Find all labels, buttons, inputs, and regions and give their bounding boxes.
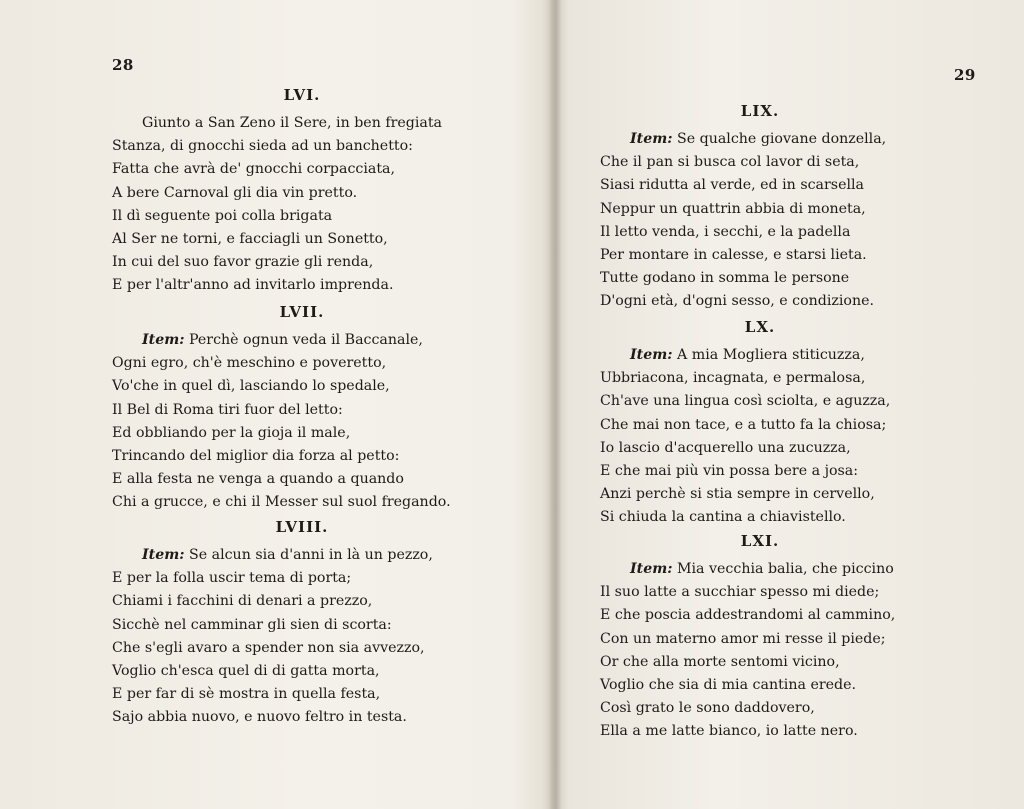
verse-text: Se qualche giovane donzella,: [676, 131, 887, 147]
verse-line-first: [600, 558, 920, 581]
verse-line-first: [600, 128, 920, 151]
verse-line: Per montare in calesse, e starsi lieta.: [600, 247, 867, 264]
verse-line: Sajo abbia nuovo, e nuovo feltro in testa.: [112, 709, 407, 726]
verse-line: Stanza, di gnocchi sieda ad un banchetto:: [112, 138, 413, 155]
verse-line: E per l'altr'anno ad invitarlo imprenda.: [112, 277, 394, 294]
stanza-lvii: [112, 301, 492, 515]
stanza-lvi: [112, 84, 492, 298]
verse-line: Il Bel di Roma tiri fuor del letto:: [112, 401, 343, 418]
verse-line: Così grato le sono daddovero,: [600, 700, 815, 717]
stanza-lxi: [600, 530, 920, 744]
verse-line: Il dì seguente poi colla brigata: [112, 207, 333, 224]
verse-line: E per la folla uscir tema di porta;: [112, 570, 352, 587]
item-label: Item:: [142, 547, 185, 563]
verse-line: Ogni egro, ch'è meschino e poveretto,: [112, 355, 387, 372]
verse-line: E che poscia addestrandomi al cammino,: [600, 607, 896, 624]
page-number: 29: [954, 66, 976, 84]
verse-line: Tutte godano in somma le persone: [600, 270, 850, 287]
verse-line: Giunto a San Zeno il Sere, in ben fregiata: [142, 115, 443, 131]
verse-line: E che mai più vin possa bere a josa:: [600, 463, 859, 480]
stanza-heading: LXI.: [740, 532, 780, 550]
verse-line: Vo'che in quel dì, lasciando lo spedale,: [112, 378, 390, 395]
verse-line: Neppur un quattrin abbia di moneta,: [600, 200, 866, 217]
verse-line: Che il pan si busca col lavor di seta,: [600, 154, 860, 171]
verse-line: Anzi perchè si stia sempre in cervello,: [600, 486, 875, 503]
verse-line: Ubbriacona, incagnata, e permalosa,: [600, 370, 866, 387]
item-label: Item:: [630, 347, 673, 363]
verse-line: Con un materno amor mi resse il piede;: [600, 630, 886, 647]
stanza-lviii: [112, 516, 492, 730]
verse-line: E per far di sè mostra in quella festa,: [112, 686, 381, 703]
verse-line: In cui del suo favor grazie gli renda,: [112, 254, 374, 271]
book-gutter: [548, 0, 562, 809]
verse-text: Se alcun sia d'anni in là un pezzo,: [188, 547, 433, 563]
verse-line: Chiami i facchini di denari a prezzo,: [112, 593, 373, 610]
stanza-heading: LVIII.: [275, 518, 329, 536]
item-label: Item:: [630, 561, 673, 577]
verse-line: Il suo latte a succhiar spesso mi diede;: [600, 584, 880, 601]
verse-text: Perchè ognun veda il Baccanale,: [188, 332, 423, 348]
page-number: 28: [112, 56, 134, 74]
verse-line: Che s'egli avaro a spender non sia avvezzo,: [112, 639, 425, 656]
verse-line: Ed obbliando per la gioja il male,: [112, 424, 351, 441]
verse-line: A bere Carnoval gli dia vin pretto.: [112, 184, 358, 201]
verse-text: A mia Mogliera stiticuzza,: [676, 347, 865, 363]
verse-line: Siasi ridutta al verde, ed in scarsella: [600, 177, 864, 194]
verse-line: Ch'ave una lingua così sciolta, e aguzza,: [600, 393, 891, 410]
item-label: Item:: [142, 332, 185, 348]
verse-text: Mia vecchia balia, che piccino: [676, 561, 894, 577]
verse-line: E alla festa ne venga a quando a quando: [112, 471, 404, 488]
verse-line: Ella a me latte bianco, io latte nero.: [600, 723, 858, 740]
item-label: Item:: [630, 131, 673, 147]
verse-line: Chi a grucce, e chi il Messer sul suol fregando.: [112, 494, 451, 511]
verse-line: Voglio che sia di mia cantina erede.: [600, 677, 857, 694]
verse-line: Sicchè nel camminar gli sien di scorta:: [112, 616, 392, 633]
stanza-heading: LVII.: [279, 303, 325, 321]
verse-line: Al Ser ne torni, e facciagli un Sonetto,: [112, 231, 388, 248]
verse-line: Io lascio d'acquerello una zucuzza,: [600, 439, 851, 456]
right-page: [562, 0, 1024, 809]
verse-line: Si chiuda la cantina a chiavistello.: [600, 509, 846, 526]
stanza-lix: [600, 100, 920, 314]
verse-line: D'ogni età, d'ogni sesso, e condizione.: [600, 293, 874, 310]
verse-line: Voglio ch'esca quel di di gatta morta,: [112, 663, 380, 680]
verse-line: Or che alla morte sentomi vicino,: [600, 653, 840, 670]
verse-line: Che mai non tace, e a tutto fa la chiosa;: [600, 416, 887, 433]
verse-line-first: [112, 329, 492, 352]
verse-line: Fatta che avrà de' gnocchi corpacciata,: [112, 161, 396, 178]
verse-line: Trincando del miglior dia forza al petto:: [112, 448, 400, 465]
stanza-heading: LVI.: [283, 86, 321, 104]
stanza-lx: [600, 316, 920, 530]
verse-line: Il letto venda, i secchi, e la padella: [600, 223, 851, 240]
stanza-heading: LX.: [744, 318, 776, 336]
verse-line-first: [600, 344, 920, 367]
verse-line-first: [112, 544, 492, 567]
stanza-heading: LIX.: [740, 102, 780, 120]
